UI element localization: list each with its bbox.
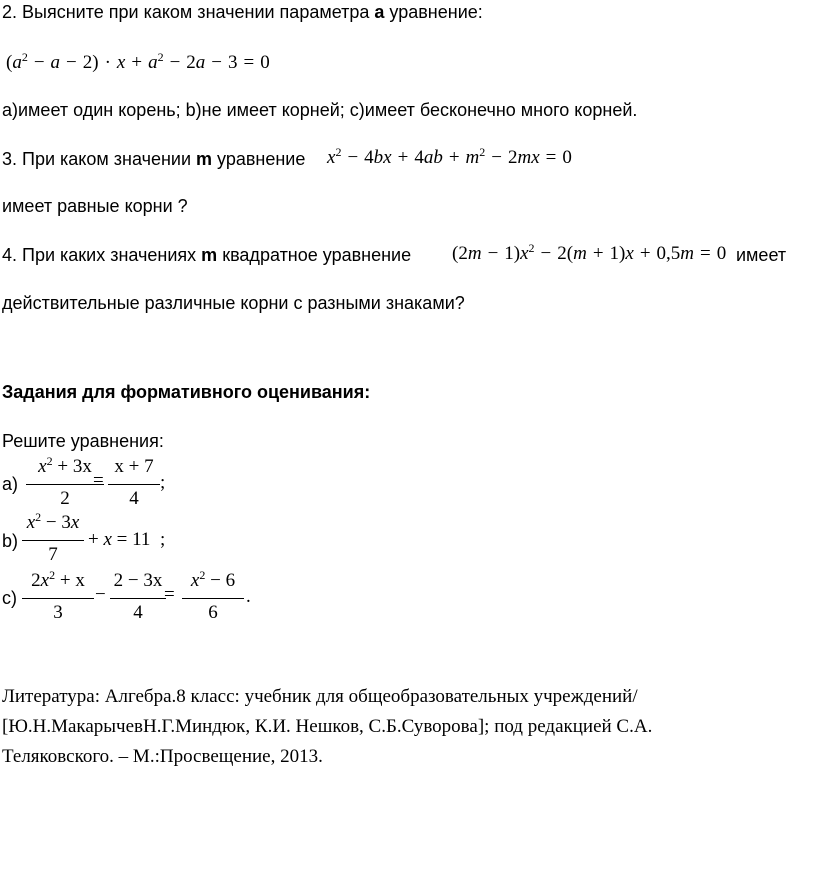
- task2-param: a: [374, 2, 385, 22]
- literature-line1: Литература: Алгебра.8 класс: учебник для общеобразовательных учреждений/: [2, 686, 638, 707]
- eq-a-label: a): [2, 474, 19, 494]
- literature-line2: [Ю.Н.МакарычевН.Г.Миндюк, К.И. Нешков, С.Б.Суворова]; под редакцией С.А.: [2, 716, 653, 737]
- eq-c-den3: 6: [208, 602, 218, 623]
- task2-equation: $(a^2 - a - 2) \cdot x + a^2 - 2a - 3 = 0$: [6, 50, 270, 73]
- formative-heading: Задания для формативного оценивания:: [2, 382, 371, 402]
- eq-a-den1: 2: [60, 488, 70, 509]
- eq-a-den2: 4: [129, 488, 139, 509]
- task3-rhs: 0: [562, 147, 572, 168]
- eq-a-num1: + 3x: [57, 456, 92, 477]
- eq-c-num2: 2 − 3x: [113, 570, 163, 591]
- eq-b-end: ;: [160, 529, 166, 550]
- task4-suffix: имеет: [736, 245, 787, 265]
- eq-c-frac1: [22, 570, 94, 626]
- eq-c-den2: 4: [133, 602, 143, 623]
- literature-line3: Теляковского. – М.:Просвещение, 2013.: [2, 746, 323, 767]
- task2-conditions: a)имеет один корень; b)не имеет корней; c)имеет бесконечно много корней.: [2, 100, 638, 120]
- eq-c-frac1-num: $2x^2 + x$: [31, 568, 85, 591]
- task4-question: [2, 245, 411, 266]
- task3-param: m: [196, 149, 213, 169]
- task3-text-end: уравнение: [212, 149, 306, 169]
- fraction-bar: [22, 598, 94, 599]
- fraction-bar: [22, 540, 84, 541]
- task2-title-text: 2. Выясните при каком значении параметра: [2, 2, 375, 22]
- task4-param: m: [201, 245, 218, 265]
- task3-text: 3. При каком значении: [2, 149, 197, 169]
- eq-c-frac3-num: $x^2 - 6$: [190, 568, 236, 591]
- eq-b-rhs: 11: [132, 529, 151, 550]
- eq-c-num1: + x: [59, 570, 85, 591]
- eq-a-frac1-num: $x^2 + 3x$: [38, 454, 92, 477]
- eq-c-label: c): [2, 588, 17, 608]
- fraction-bar: [182, 598, 244, 599]
- task3-line2: имеет равные корни ?: [2, 196, 188, 216]
- eq-c-equals: =: [164, 584, 175, 605]
- task2-title: [2, 2, 483, 23]
- eq-b-label: b): [2, 531, 19, 551]
- task4-text-end: квадратное уравнение: [217, 245, 412, 265]
- eq-a-frac2: [108, 456, 160, 512]
- eq-c-num3: − 6: [210, 570, 236, 591]
- eq-c-minus: −: [95, 584, 106, 605]
- task4-equation: $(2m - 1)x^2 - 2(m + 1)x + 0,5m = 0$: [452, 241, 727, 264]
- fraction-bar: [110, 598, 166, 599]
- fraction-bar: [108, 484, 160, 485]
- eq-c-end: .: [246, 586, 251, 607]
- eq-b-tail: + x = 11: [88, 529, 151, 550]
- eq-b-frac1: [22, 512, 84, 568]
- eq-c-frac2: [110, 570, 166, 626]
- eq-a-num2: x + 7: [114, 456, 154, 477]
- eq-c-den1: 3: [53, 602, 63, 623]
- task4-rhs: 0: [716, 243, 727, 264]
- eq-b-frac1-num: $x^2 - 3x$: [26, 510, 80, 533]
- eq-a-equals: =: [93, 470, 104, 491]
- task2-title-end: уравнение:: [384, 2, 483, 22]
- task3-question: [2, 149, 305, 170]
- eq-c-frac3: [182, 570, 244, 626]
- eq-b-den1: 7: [48, 544, 58, 565]
- task3-equation: $x^2 - 4bx + 4ab + m^2 - 2mx = 0$: [327, 145, 572, 168]
- task4-line2: действительные различные корни с разными знаками?: [2, 293, 465, 313]
- eq-a-end: ;: [160, 472, 166, 493]
- task4-text: 4. При каких значениях: [2, 245, 202, 265]
- formative-intro: Решите уравнения:: [2, 431, 164, 451]
